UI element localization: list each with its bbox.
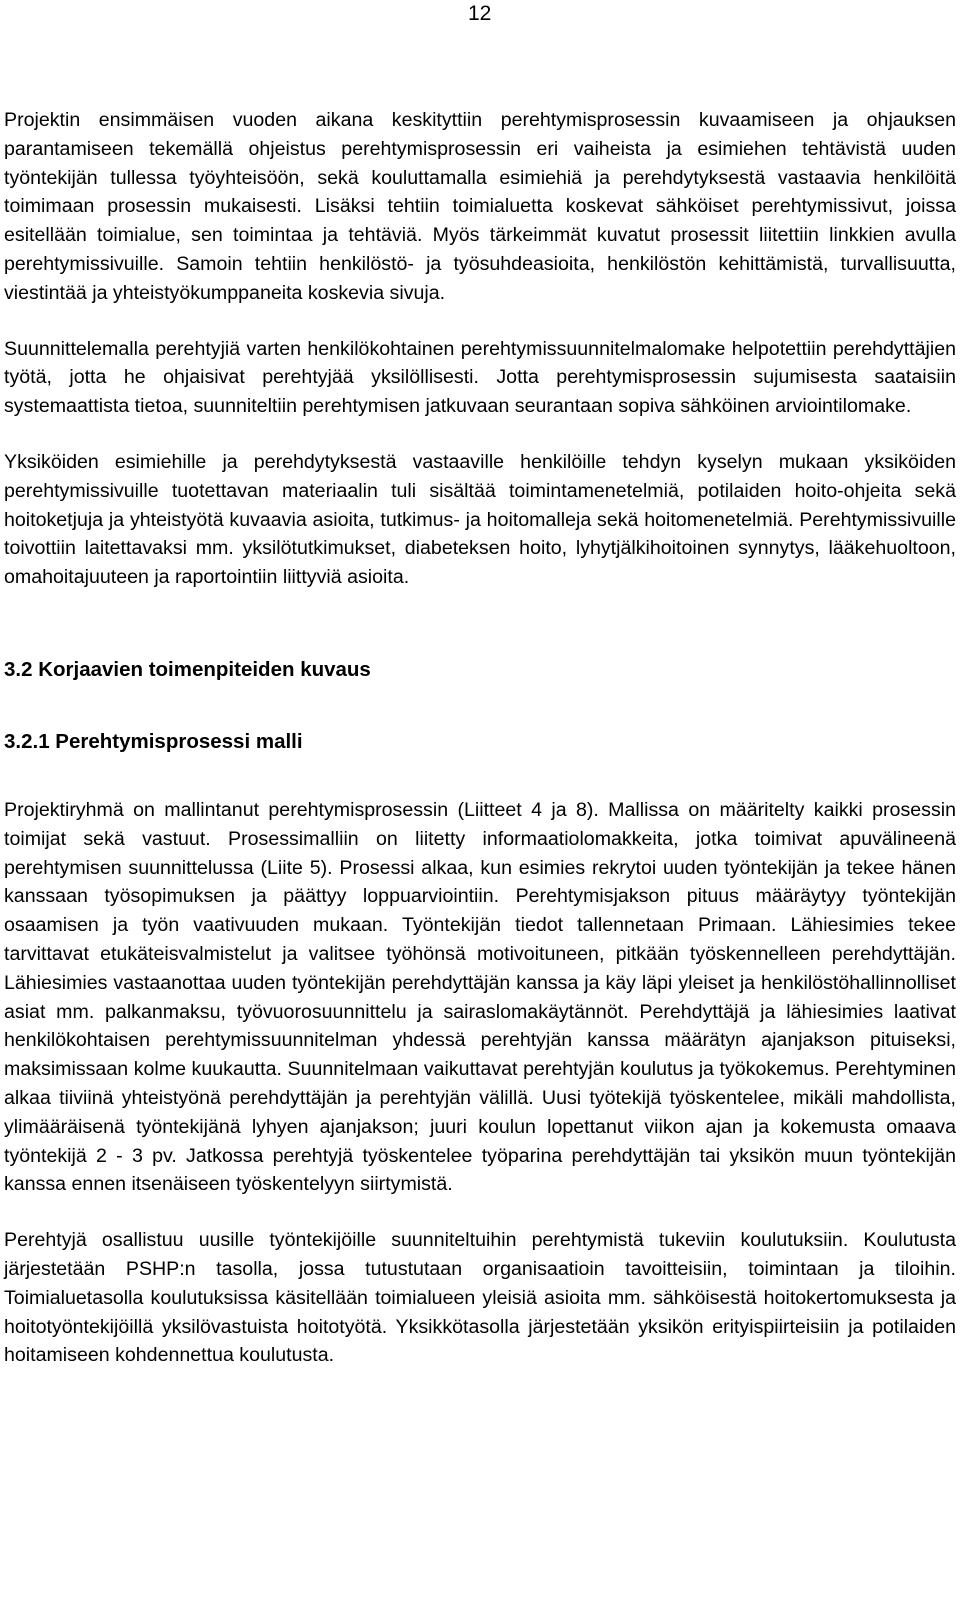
- paragraph-project-first-year: Projektin ensimmäisen vuoden aikana keskityttiin perehtymisprosessin kuvaamiseen ja ohjauksen parantamiseen tekemällä ohjeistus perehtymisprosessin eri vaiheista ja esimiehen tehtävistä uuden työntekijän tullessa työyhteisöön, sekä kouluttamalla esimiehiä ja perehdytyksestä vastaavia henkilöitä toimimaan prosessin mukaisesti. Lisäksi tehtiin toimialuetta koskevat sähköiset perehtymissivut, joissa esitellään toimialue, sen toimintaa ja tehtäviä. Myös tärkeimmät kuvatut prosessit liitettiin linkkien avulla perehtymissivuille. Samoin tehtiin henkilöstö- ja työsuhdeasioita, henkilöstön kehittämistä, turvallisuutta, viestintää ja yhteistyökumppaneita koskevia sivuja.: [4, 109, 956, 304]
- section-heading: 3.2 Korjaavien toimenpiteiden kuvaus: [4, 657, 371, 681]
- subsection-heading: 3.2.1 Perehtymisprosessi malli: [4, 729, 303, 753]
- paragraph-unit-survey: Yksiköiden esimiehille ja perehdytyksestä vastaaville henkilöille tehdyn kyselyn mukaan yksiköiden perehtymissivuille tuotettavan materiaalin tuli sisältää toimintamenetelmiä, potilaiden hoito-ohjeita sekä hoitoketjuja ja yhteistyötä kuvaavia asioita, tutkimus- ja hoitomalleja sekä hoitomenetelmiä. Perehtymissivuille toivottiin laitettavaksi mm. yksilötutkimukset, diabeteksen hoito, lyhytjälkihoitoinen synnytys, lääkehuoltoon, omahoitajuuteen ja raportointiin liittyviä asioita.: [4, 450, 956, 589]
- paragraph-training: Perehtyjä osallistuu uusille työntekijöille suunniteltuihin perehtymistä tukeviin koulutuksiin. Koulutusta järjestetään PSHP:n tasolla, jossa tutustutaan organisaatioin tavoitteisiin, toimintaan ja tiloihin. Toimialuetasolla koulutuksissa käsitellään toimialueen yleisiä asioita mm. sähköisestä hoitokertomuksesta ja hoitotyöntekijöillä yksilövastuista hoitotyötä. Yksikkötasolla järjestetään yksikön erityispiirteisiin ja potilaiden hoitamiseen kohdennettua koulutusta.: [4, 1229, 956, 1367]
- paragraph-induction-plan-form: Suunnittelemalla perehtyjiä varten henkilökohtainen perehtymissuunnitelmalomake helpotettiin perehdyttäjien työtä, jotta he ohjaisivat perehtyjää yksilöllisesti. Jotta perehtymisprosessin sujumisesta saataisiin systemaattista tietoa, suunniteltiin perehtymisen jatkuvaan seurantaan sopiva sähköinen arviointilomake.: [4, 337, 956, 418]
- paragraph-process-model: Projektiryhmä on mallintanut perehtymisprosessin (Liitteet 4 ja 8). Mallissa on määritelty kaikki prosessin toimijat sekä vastuut. Prosessimalliin on liitetty informaatiolomakkeita, jotka toimivat apuvälineenä perehtymisen suunnittelussa (Liite 5). Prosessi alkaa, kun esimies rekrytoi uuden työntekijän ja tekee hänen kanssaan työsopimuksen ja päättyy loppuarviointiin. Perehtymisjakson pituus määräytyy työntekijän osaamisen ja työn vaativuuden mukaan. Työntekijän tiedot tallennetaan Primaan. Lähiesimies tekee tarvittavat etukäteisvalmistelut ja valitsee työhönsä motivoituneen, pitkään työskennelleen perehdyttäjän. Lähiesimies vastaanottaa uuden työntekijän perehdyttäjän kanssa ja käy läpi yleiset ja henkilöstöhallinnolliset asiat mm. palkanmaksu, työvuorosuunnittelu ja sairaslomakäytännöt. Perehdyttäjä ja lähiesimies laativat henkilökohtaisen perehtymissuunnitelman yhdessä perehtyjän kanssa määrätyn ajanjakson pituiseksi, maksimissaan kolme kuukautta. Suunnitelmaan vaikuttavat perehtyjän koulutus ja työkokemus. Perehtyminen alkaa tiiviinä yhteistyönä perehdyttäjän ja perehtyjän välillä. Uusi työtekijä työskentelee, mikäli mahdollista, ylimääräisenä työntekijänä lyhyen ajanjakson; juuri koulun lopettanut viikon ajan ja kokemusta omaava työntekijä 2 - 3 pv. Jatkossa perehtyjä työskentelee työparina perehdyttäjän tai yksikön muun työntekijän kanssa ennen itsenäiseen työskentelyyn siirtymistä.: [4, 798, 956, 1196]
- page-number: 12: [468, 2, 492, 25]
- page-content: [4, 106, 956, 1370]
